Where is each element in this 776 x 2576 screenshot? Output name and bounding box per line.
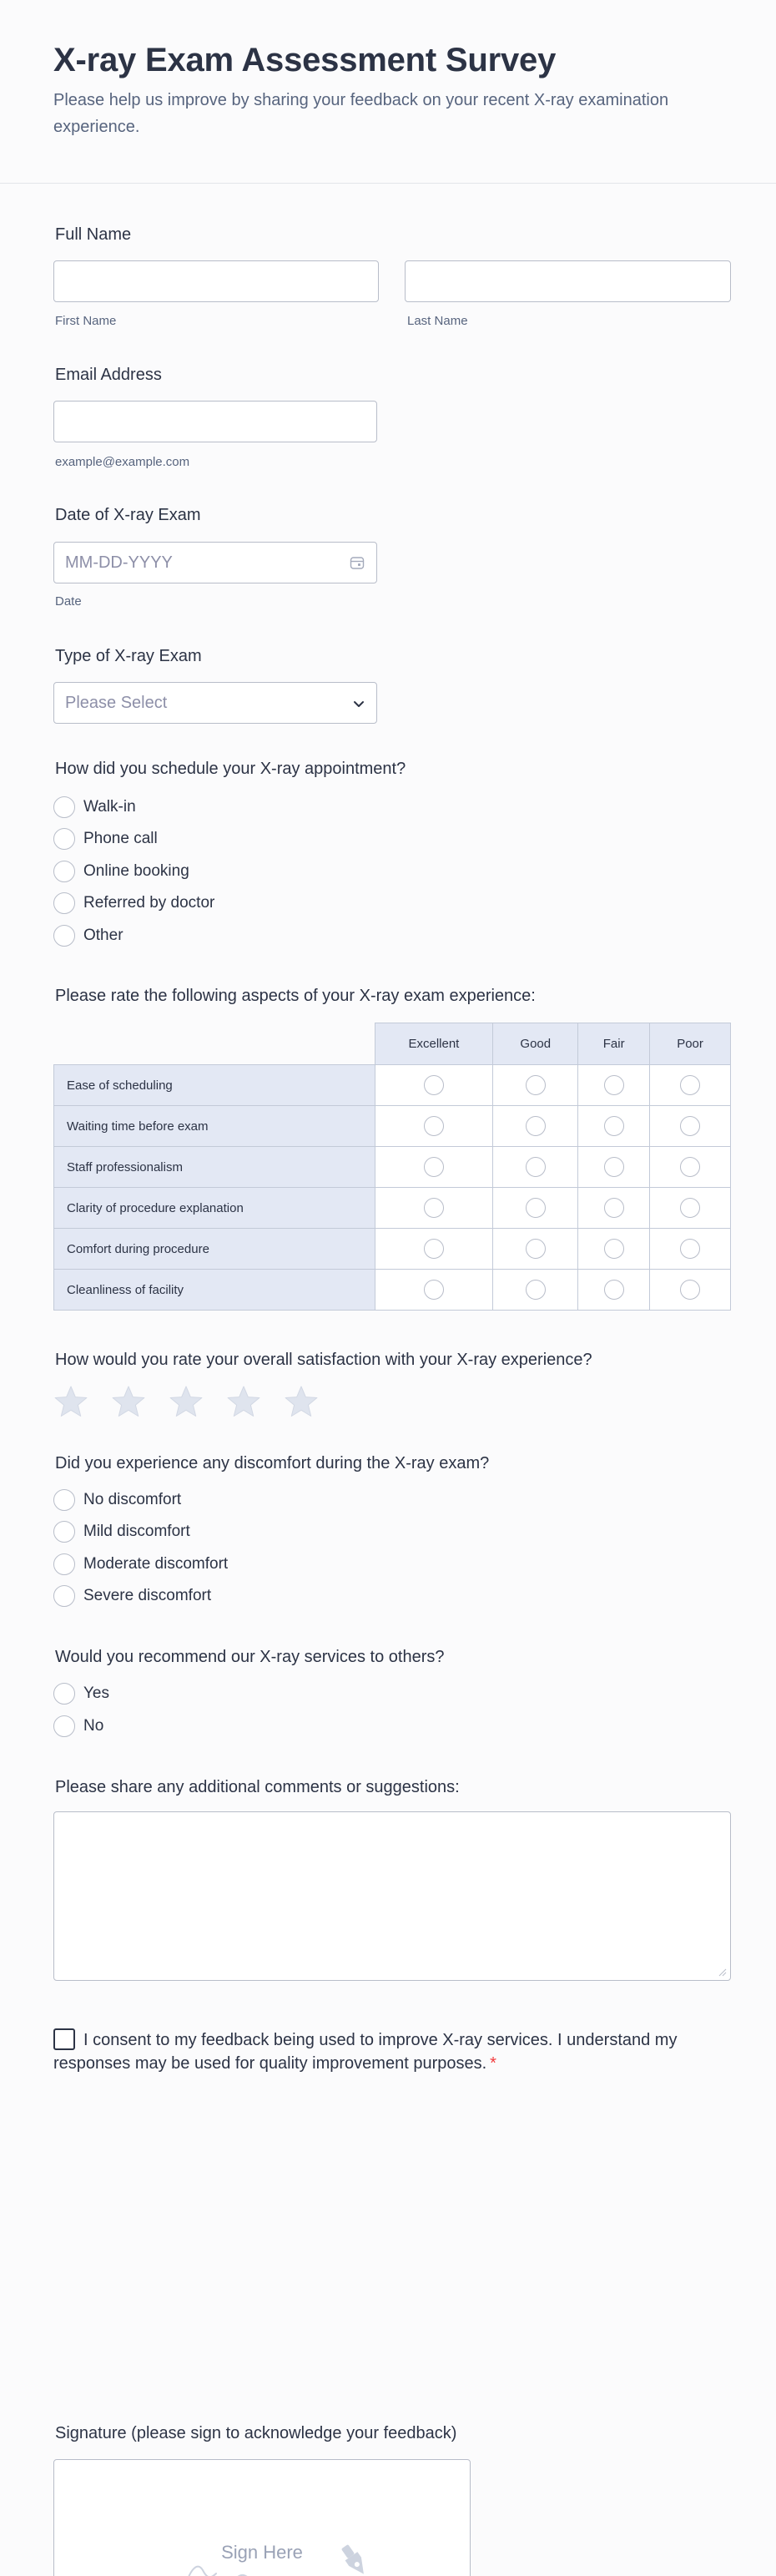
matrix-row — [54, 1188, 731, 1229]
matrix-radio[interactable] — [680, 1198, 700, 1218]
matrix-row-label: Waiting time before exam — [54, 1106, 375, 1147]
radio-button[interactable] — [53, 1683, 75, 1705]
exam-date-sublabel: Date — [55, 594, 82, 609]
schedule-option-label: Walk-in — [83, 798, 136, 816]
last-name-sublabel: Last Name — [407, 314, 468, 328]
email-label: Email Address — [55, 366, 162, 384]
schedule-option[interactable] — [53, 892, 214, 914]
schedule-option-label: Other — [83, 927, 123, 944]
matrix-radio[interactable] — [680, 1075, 700, 1095]
consent-text: I consent to my feedback being used to improve X-ray services. I understand my responses may be used for quality improvement purposes. — [53, 2031, 678, 2073]
email-sublabel: example@example.com — [55, 455, 190, 469]
matrix-radio[interactable] — [424, 1239, 444, 1259]
radio-button[interactable] — [53, 828, 75, 850]
schedule-option-label: Online booking — [83, 862, 189, 880]
schedule-option-label: Phone call — [83, 830, 158, 847]
discomfort-option[interactable] — [53, 1585, 211, 1607]
matrix-row — [54, 1147, 731, 1188]
matrix-radio[interactable] — [604, 1157, 624, 1177]
matrix-row — [54, 1229, 731, 1270]
radio-button[interactable] — [53, 925, 75, 947]
discomfort-option-label: Moderate discomfort — [83, 1555, 229, 1573]
matrix-radio[interactable] — [680, 1280, 700, 1300]
matrix-column-header: Good — [493, 1023, 578, 1065]
exam-date-input[interactable] — [53, 542, 377, 583]
matrix-radio[interactable] — [604, 1239, 624, 1259]
radio-button[interactable] — [53, 1521, 75, 1543]
schedule-option[interactable] — [53, 861, 189, 882]
satisfaction-question: How would you rate your overall satisfaction with your X-ray experience? — [55, 1351, 592, 1369]
radio-button[interactable] — [53, 1715, 75, 1737]
full-name-label: Full Name — [55, 225, 132, 244]
radio-button[interactable] — [53, 1585, 75, 1607]
comments-textarea[interactable] — [53, 1811, 731, 1981]
matrix-radio[interactable] — [526, 1116, 546, 1136]
matrix-row — [54, 1270, 731, 1311]
star-rating — [53, 1384, 341, 1419]
matrix-row-label: Staff professionalism — [54, 1147, 375, 1188]
form-subtitle: Please help us improve by sharing your feedback on your recent X-ray examination experience. — [53, 91, 669, 136]
discomfort-option-label: No discomfort — [83, 1491, 182, 1508]
schedule-option[interactable] — [53, 925, 123, 947]
matrix-corner — [54, 1023, 375, 1065]
matrix-radio[interactable] — [424, 1280, 444, 1300]
signature-pad[interactable] — [53, 2459, 471, 2576]
discomfort-option[interactable] — [53, 1489, 181, 1511]
recommend-option[interactable] — [53, 1715, 103, 1737]
signature-label: Signature (please sign to acknowledge your feedback) — [55, 2424, 457, 2442]
matrix-column-header: Poor — [650, 1023, 731, 1065]
required-asterisk: * — [490, 2054, 496, 2073]
radio-button[interactable] — [53, 892, 75, 914]
exam-type-label: Type of X-ray Exam — [55, 647, 202, 665]
matrix-row-label: Clarity of procedure explanation — [54, 1188, 375, 1229]
radio-button[interactable] — [53, 1489, 75, 1511]
discomfort-option[interactable] — [53, 1553, 228, 1575]
matrix-radio[interactable] — [604, 1075, 624, 1095]
consent-field — [53, 2028, 721, 2075]
matrix-row-label: Cleanliness of facility — [54, 1270, 375, 1311]
form-header — [0, 0, 776, 184]
matrix-radio[interactable] — [526, 1198, 546, 1218]
matrix-row-label: Ease of scheduling — [54, 1065, 375, 1106]
email-input[interactable] — [53, 401, 377, 442]
matrix-row — [54, 1106, 731, 1147]
matrix-radio[interactable] — [424, 1075, 444, 1095]
schedule-option[interactable] — [53, 796, 136, 818]
matrix-radio[interactable] — [526, 1239, 546, 1259]
matrix-radio[interactable] — [680, 1239, 700, 1259]
radio-button[interactable] — [53, 861, 75, 882]
signature-placeholder: Sign Here — [221, 2542, 303, 2563]
discomfort-option-label: Severe discomfort — [83, 1587, 212, 1604]
matrix-radio[interactable] — [604, 1280, 624, 1300]
star-icon[interactable] — [53, 1384, 88, 1419]
recommend-option-label: No — [83, 1717, 104, 1735]
rating-matrix — [53, 1023, 731, 1311]
comments-label: Please share any additional comments or suggestions: — [55, 1778, 460, 1796]
radio-button[interactable] — [53, 1553, 75, 1575]
matrix-question: Please rate the following aspects of your X-ray exam experience: — [55, 987, 536, 1005]
matrix-radio[interactable] — [526, 1280, 546, 1300]
schedule-question: How did you schedule your X-ray appointment? — [55, 760, 406, 778]
pen-icon — [334, 2540, 375, 2576]
chevron-down-icon — [351, 696, 366, 711]
calendar-icon[interactable] — [350, 555, 365, 570]
recommend-question: Would you recommend our X-ray services to others? — [55, 1648, 445, 1666]
star-icon[interactable] — [169, 1384, 204, 1419]
star-icon[interactable] — [284, 1384, 319, 1419]
discomfort-option[interactable] — [53, 1521, 190, 1543]
matrix-radio[interactable] — [604, 1116, 624, 1136]
recommend-option-label: Yes — [83, 1685, 109, 1702]
matrix-radio[interactable] — [680, 1116, 700, 1136]
exam-date-placeholder: MM-DD-YYYY — [65, 553, 173, 572]
matrix-radio[interactable] — [526, 1075, 546, 1095]
recommend-option[interactable] — [53, 1683, 109, 1705]
radio-button[interactable] — [53, 796, 75, 818]
matrix-radio[interactable] — [424, 1157, 444, 1177]
exam-type-select[interactable] — [53, 682, 377, 724]
matrix-radio[interactable] — [424, 1198, 444, 1218]
schedule-option[interactable] — [53, 828, 158, 850]
matrix-radio[interactable] — [526, 1157, 546, 1177]
matrix-radio[interactable] — [680, 1157, 700, 1177]
last-name-input[interactable] — [405, 260, 731, 302]
discomfort-question: Did you experience any discomfort during the X-ray exam? — [55, 1454, 490, 1472]
exam-type-placeholder: Please Select — [65, 694, 168, 712]
schedule-option-label: Referred by doctor — [83, 894, 215, 912]
matrix-column-header: Fair — [578, 1023, 650, 1065]
matrix-row-label: Comfort during procedure — [54, 1229, 375, 1270]
first-name-sublabel: First Name — [55, 314, 117, 328]
star-icon[interactable] — [226, 1384, 261, 1419]
matrix-radio[interactable] — [424, 1116, 444, 1136]
star-icon[interactable] — [111, 1384, 146, 1419]
matrix-column-header: Excellent — [375, 1023, 493, 1065]
matrix-radio[interactable] — [604, 1198, 624, 1218]
resize-grip-icon[interactable] — [718, 1968, 727, 1977]
consent-checkbox[interactable] — [53, 2028, 75, 2050]
matrix-row — [54, 1065, 731, 1106]
exam-date-label: Date of X-ray Exam — [55, 506, 201, 524]
signature-scribble-icon — [179, 2552, 355, 2576]
discomfort-option-label: Mild discomfort — [83, 1523, 190, 1540]
first-name-input[interactable] — [53, 260, 379, 302]
form-title: X-ray Exam Assessment Survey — [53, 42, 557, 78]
